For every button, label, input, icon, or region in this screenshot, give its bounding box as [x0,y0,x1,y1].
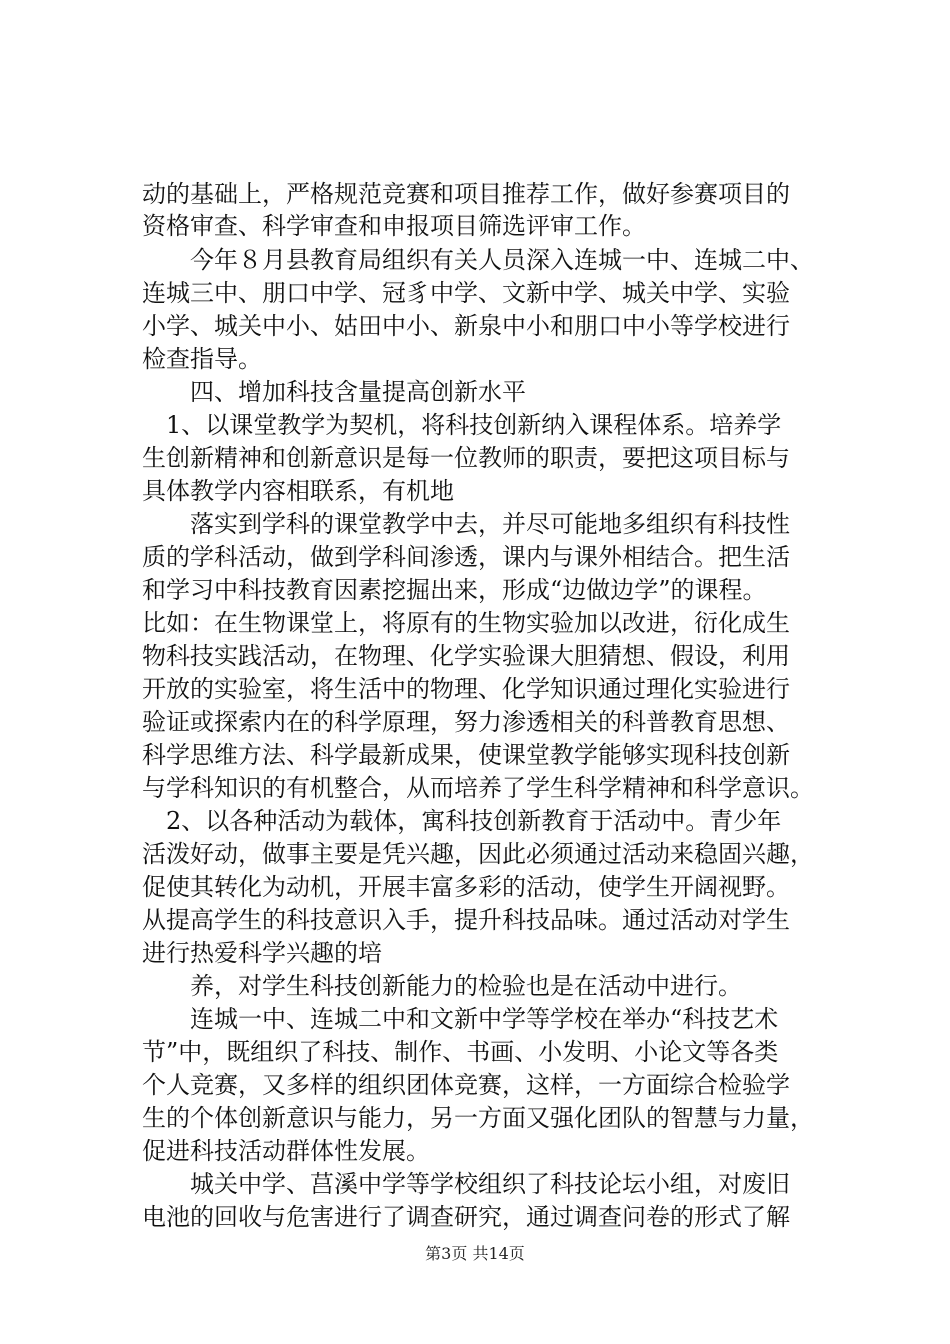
paragraph-line: 具体教学内容相联系，有机地 [142,477,454,505]
paragraph-line: 检查指导。 [142,345,262,373]
paragraph-line: 2、以各种活动为载体，寓科技创新教育于活动中。青少年 [142,807,782,835]
paragraph-line: 落实到学科的课堂教学中去，并尽可能地多组织有科技性 [142,510,790,538]
paragraph-line: 节”中，既组织了科技、制作、书画、小发明、小论文等各类 [142,1038,779,1066]
paragraph-line: 连城一中、连城二中和文新中学等学校在举办“科技艺术 [142,1005,779,1033]
paragraph-line: 1、以课堂教学为契机，将科技创新纳入课程体系。培养学 [142,411,782,439]
page-number-footer: 第3页 共14页 [425,1244,525,1263]
paragraph-line: 连城三中、朋口中学、冠豸中学、文新中学、城关中学、实验 [142,279,790,307]
paragraph-line: 个人竞赛，又多样的组织团体竞赛，这样，一方面综合检验学 [142,1071,790,1099]
paragraph-line: 和学习中科技教育因素挖掘出来，形成“边做边学”的课程。 [142,576,767,604]
paragraph-line: 资格审查、科学审查和申报项目筛选评审工作。 [142,212,646,240]
paragraph-line: 今年８月县教育局组织有关人员深入连城一中、连城二中、 [142,246,814,274]
paragraph-line: 小学、城关中小、姑田中小、新泉中小和朋口中小等学校进行 [142,312,790,340]
paragraph-line: 城关中学、莒溪中学等学校组织了科技论坛小组，对废旧 [142,1170,790,1198]
paragraph-line: 验证或探索内在的科学原理，努力渗透相关的科普教育思想、 [142,708,790,736]
paragraph-line: 生的个体创新意识与能力，另一方面又强化团队的智慧与力量， [142,1104,814,1132]
paragraph-line: 与学科知识的有机整合，从而培养了学生科学精神和科学意识。 [142,774,814,802]
paragraph-line: 比如：在生物课堂上，将原有的生物实验加以改进，衍化成生 [142,609,790,637]
paragraph-line: 开放的实验室，将生活中的物理、化学知识通过理化实验进行 [142,675,790,703]
paragraph-line: 电池的回收与危害进行了调查研究，通过调查问卷的形式了解 [142,1203,790,1231]
paragraph-line: 养，对学生科技创新能力的检验也是在活动中进行。 [142,972,742,1000]
paragraph-line: 物科技实践活动，在物理、化学实验课大胆猜想、假设，利用 [142,642,790,670]
paragraph-line: 活泼好动，做事主要是凭兴趣，因此必须通过活动来稳固兴趣， [142,840,814,868]
paragraph-line: 进行热爱科学兴趣的培 [142,939,382,967]
section-heading: 四、增加科技含量提高创新水平 [142,378,526,406]
paragraph-line: 质的学科活动，做到学科间渗透，课内与课外相结合。把生活 [142,543,790,571]
paragraph-line: 促使其转化为动机，开展丰富多彩的活动，使学生开阔视野。 [142,873,790,901]
paragraph-line: 促进科技活动群体性发展。 [142,1137,430,1165]
paragraph-line: 动的基础上，严格规范竞赛和项目推荐工作，做好参赛项目的 [142,180,790,208]
paragraph-line: 生创新精神和创新意识是每一位教师的职责，要把这项目标与 [142,444,790,472]
paragraph-line: 从提高学生的科技意识入手，提升科技品味。通过活动对学生 [142,906,790,934]
paragraph-line: 科学思维方法、科学最新成果，使课堂教学能够实现科技创新 [142,741,790,769]
